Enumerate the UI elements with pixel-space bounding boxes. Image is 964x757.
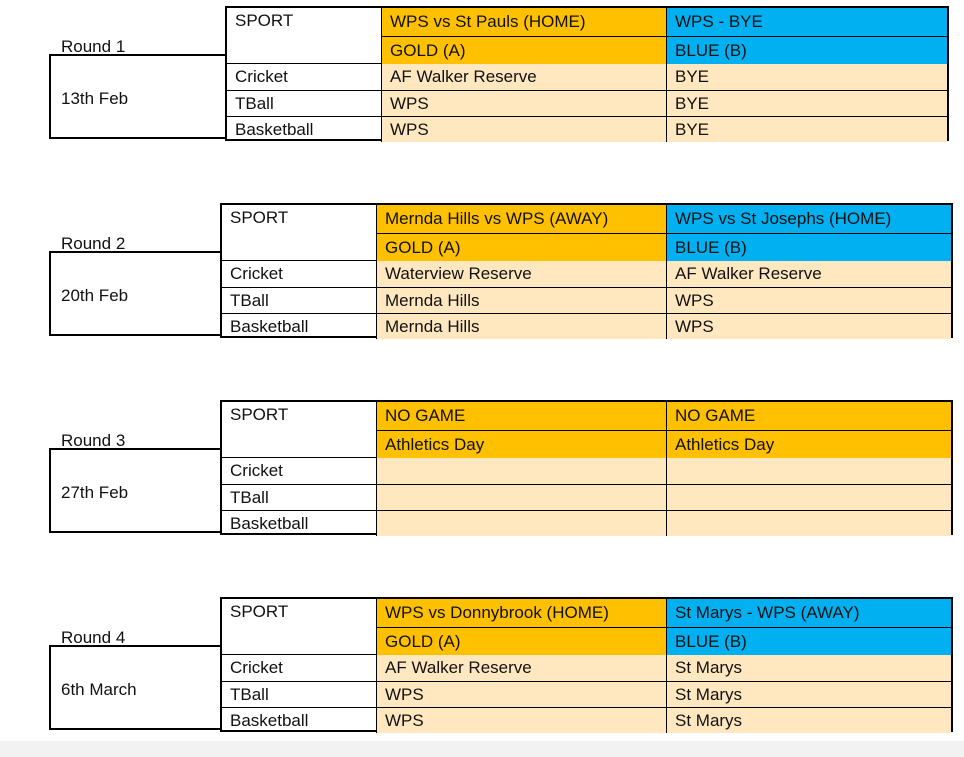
round-2 [0, 203, 964, 349]
team-b-venue: St Marys [667, 707, 951, 733]
round-4 [0, 597, 964, 743]
fixture-table [220, 400, 953, 535]
team-a-venue: AF Walker Reserve [382, 64, 667, 90]
team-a-venue: WPS [377, 707, 667, 733]
team-a-venue [377, 484, 667, 510]
sport-name: TBall [227, 90, 382, 116]
fixture-table [220, 597, 953, 732]
team-a-venue: WPS [377, 681, 667, 707]
date-cell [49, 251, 220, 336]
date-cell [49, 54, 225, 139]
round-date: 20th Feb [61, 286, 129, 305]
team-a-label: GOLD (A) [377, 233, 667, 261]
team-a-label: GOLD (A) [377, 627, 667, 655]
team-b-fixture: St Marys - WPS (AWAY) [667, 599, 951, 627]
team-a-venue: WPS [382, 116, 667, 142]
team-b-venue: WPS [667, 287, 951, 313]
round-date: 13th Feb [61, 89, 129, 108]
round-1 [0, 6, 964, 152]
date-cell [49, 645, 220, 730]
team-b-venue: St Marys [667, 681, 951, 707]
team-b-label: BLUE (B) [667, 627, 951, 655]
sport-name: Cricket [222, 261, 377, 287]
team-b-fixture: WPS vs St Josephs (HOME) [667, 205, 951, 233]
sport-name: Basketball [227, 116, 382, 142]
round-label: Round 3 [61, 431, 126, 450]
sport-name: Basketball [222, 707, 377, 733]
team-a-venue: WPS [382, 90, 667, 116]
team-b-venue: St Marys [667, 655, 951, 681]
team-a-label: Athletics Day [377, 430, 667, 458]
sport-name: TBall [222, 681, 377, 707]
team-b-venue: BYE [667, 90, 947, 116]
team-b-label: Athletics Day [667, 430, 951, 458]
team-b-venue [667, 484, 951, 510]
round-date: 27th Feb [61, 483, 129, 502]
team-b-fixture: WPS - BYE [667, 8, 947, 36]
team-a-venue: Mernda Hills [377, 313, 667, 339]
fixture-table [225, 6, 949, 141]
team-b-label: BLUE (B) [667, 36, 947, 64]
fixture-table [220, 203, 953, 338]
team-a-fixture: WPS vs St Pauls (HOME) [382, 8, 667, 36]
sport-name: Cricket [227, 64, 382, 90]
team-b-venue: WPS [667, 313, 951, 339]
team-b-label: BLUE (B) [667, 233, 951, 261]
team-b-venue: AF Walker Reserve [667, 261, 951, 287]
team-b-venue: BYE [667, 116, 947, 142]
team-a-fixture: Mernda Hills vs WPS (AWAY) [377, 205, 667, 233]
round-3 [0, 400, 964, 546]
team-a-venue [377, 510, 667, 536]
round-label: Round 4 [61, 628, 126, 647]
team-b-venue [667, 510, 951, 536]
team-a-venue [377, 458, 667, 484]
team-a-fixture: WPS vs Donnybrook (HOME) [377, 599, 667, 627]
date-cell [49, 448, 220, 533]
sport-header: SPORT [227, 8, 382, 64]
page-bottom-strip [0, 741, 964, 757]
sport-header: SPORT [222, 205, 377, 261]
sport-name: TBall [222, 484, 377, 510]
round-date: 6th March [61, 680, 137, 699]
sport-header: SPORT [222, 402, 377, 458]
team-a-venue: AF Walker Reserve [377, 655, 667, 681]
sport-name: Cricket [222, 655, 377, 681]
sport-name: TBall [222, 287, 377, 313]
sport-name: Cricket [222, 458, 377, 484]
team-b-venue: BYE [667, 64, 947, 90]
team-a-venue: Mernda Hills [377, 287, 667, 313]
team-b-venue [667, 458, 951, 484]
round-label: Round 2 [61, 234, 126, 253]
sport-name: Basketball [222, 313, 377, 339]
team-b-fixture: NO GAME [667, 402, 951, 430]
sport-name: Basketball [222, 510, 377, 536]
team-a-fixture: NO GAME [377, 402, 667, 430]
team-a-venue: Waterview Reserve [377, 261, 667, 287]
round-label: Round 1 [61, 37, 126, 56]
team-a-label: GOLD (A) [382, 36, 667, 64]
sport-header: SPORT [222, 599, 377, 655]
